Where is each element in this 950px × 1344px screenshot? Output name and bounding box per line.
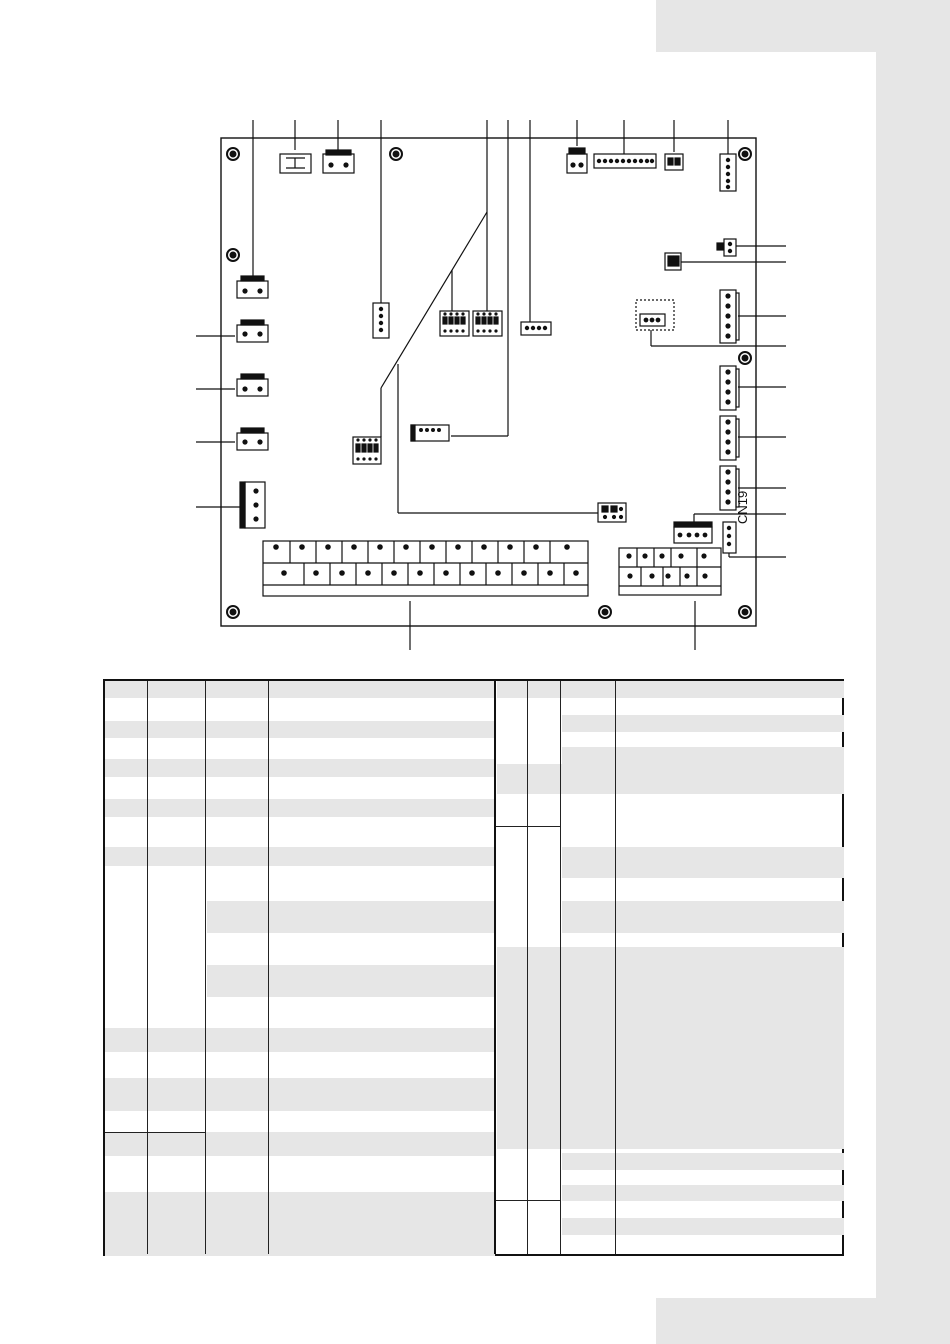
table-row: [562, 847, 844, 878]
component-jumper-bottom: [598, 503, 626, 522]
table-row: [562, 1218, 844, 1235]
component-2pin-left-2: [237, 320, 268, 342]
component-dip-switch-3: [353, 437, 381, 464]
component-header-10pin: [594, 154, 656, 168]
pcb-diagram: [0, 0, 950, 670]
spec-table: [103, 679, 844, 1256]
row-divider: [496, 1200, 560, 1201]
table-row: [562, 1153, 844, 1170]
component-dip-switch-1: [440, 311, 469, 336]
table-row: [562, 901, 844, 933]
table-row: [105, 1028, 495, 1052]
component-dip-switch-2: [473, 311, 502, 336]
right-leaders: [651, 246, 786, 557]
column-divider: [494, 681, 496, 1254]
column-divider: [527, 681, 528, 1254]
component-fuse: [280, 154, 311, 173]
table-row: [105, 1132, 495, 1156]
component-4pin-vertical-center: [373, 303, 389, 338]
table-row: [105, 799, 495, 817]
table-row: [562, 747, 844, 764]
component-2pin-left-1: [237, 276, 268, 298]
component-4pin-bottom-right: [674, 522, 712, 543]
component-small-top: [665, 154, 683, 170]
row-divider: [105, 1132, 205, 1133]
table-row: [562, 715, 844, 732]
cn19-label: CN19: [735, 490, 750, 524]
component-2pin-top: [323, 150, 354, 173]
table-row: [105, 1192, 495, 1256]
component-connector-center: [411, 425, 449, 441]
table-row: [105, 721, 495, 738]
component-2pin-left-4: [237, 428, 268, 450]
column-divider: [205, 681, 206, 1254]
column-divider: [560, 681, 561, 1254]
component-small-right: [665, 253, 681, 270]
component-5pin-vertical-top: [720, 154, 736, 191]
column-divider: [615, 681, 616, 1254]
component-2pin-top-right: [567, 148, 587, 173]
table-row: [562, 1185, 844, 1201]
table-row: [105, 681, 495, 698]
table-row: [497, 681, 844, 698]
table-row: [207, 901, 495, 933]
table-row: [497, 947, 844, 1149]
table-row: [207, 965, 495, 997]
column-divider: [147, 681, 148, 1254]
component-sensor-box: [636, 300, 674, 330]
table-row: [105, 1078, 495, 1111]
left-leaders: [196, 336, 242, 507]
component-2pin-left-3: [237, 374, 268, 396]
component-2pin-right-small: [717, 239, 736, 256]
terminal-block-secondary: [619, 548, 721, 595]
terminal-top-row: [274, 541, 569, 563]
table-row: [497, 764, 844, 794]
component-4pin-right-3: [720, 416, 739, 460]
side-tab-bottom: [656, 1298, 876, 1344]
component-4pin-right-2: [720, 366, 739, 410]
component-3pin-left-vertical: [240, 482, 265, 528]
board-outline: [221, 138, 756, 626]
component-5pin-right-1: [720, 290, 739, 343]
table-row: [105, 759, 495, 777]
terminal-block-main: [263, 541, 588, 596]
row-divider: [496, 826, 560, 827]
table-row: [105, 847, 495, 866]
component-cn19: [723, 522, 736, 553]
column-divider: [268, 681, 269, 1254]
terminal-bottom-row: [282, 563, 578, 585]
component-4pin-center-right: [521, 322, 551, 335]
